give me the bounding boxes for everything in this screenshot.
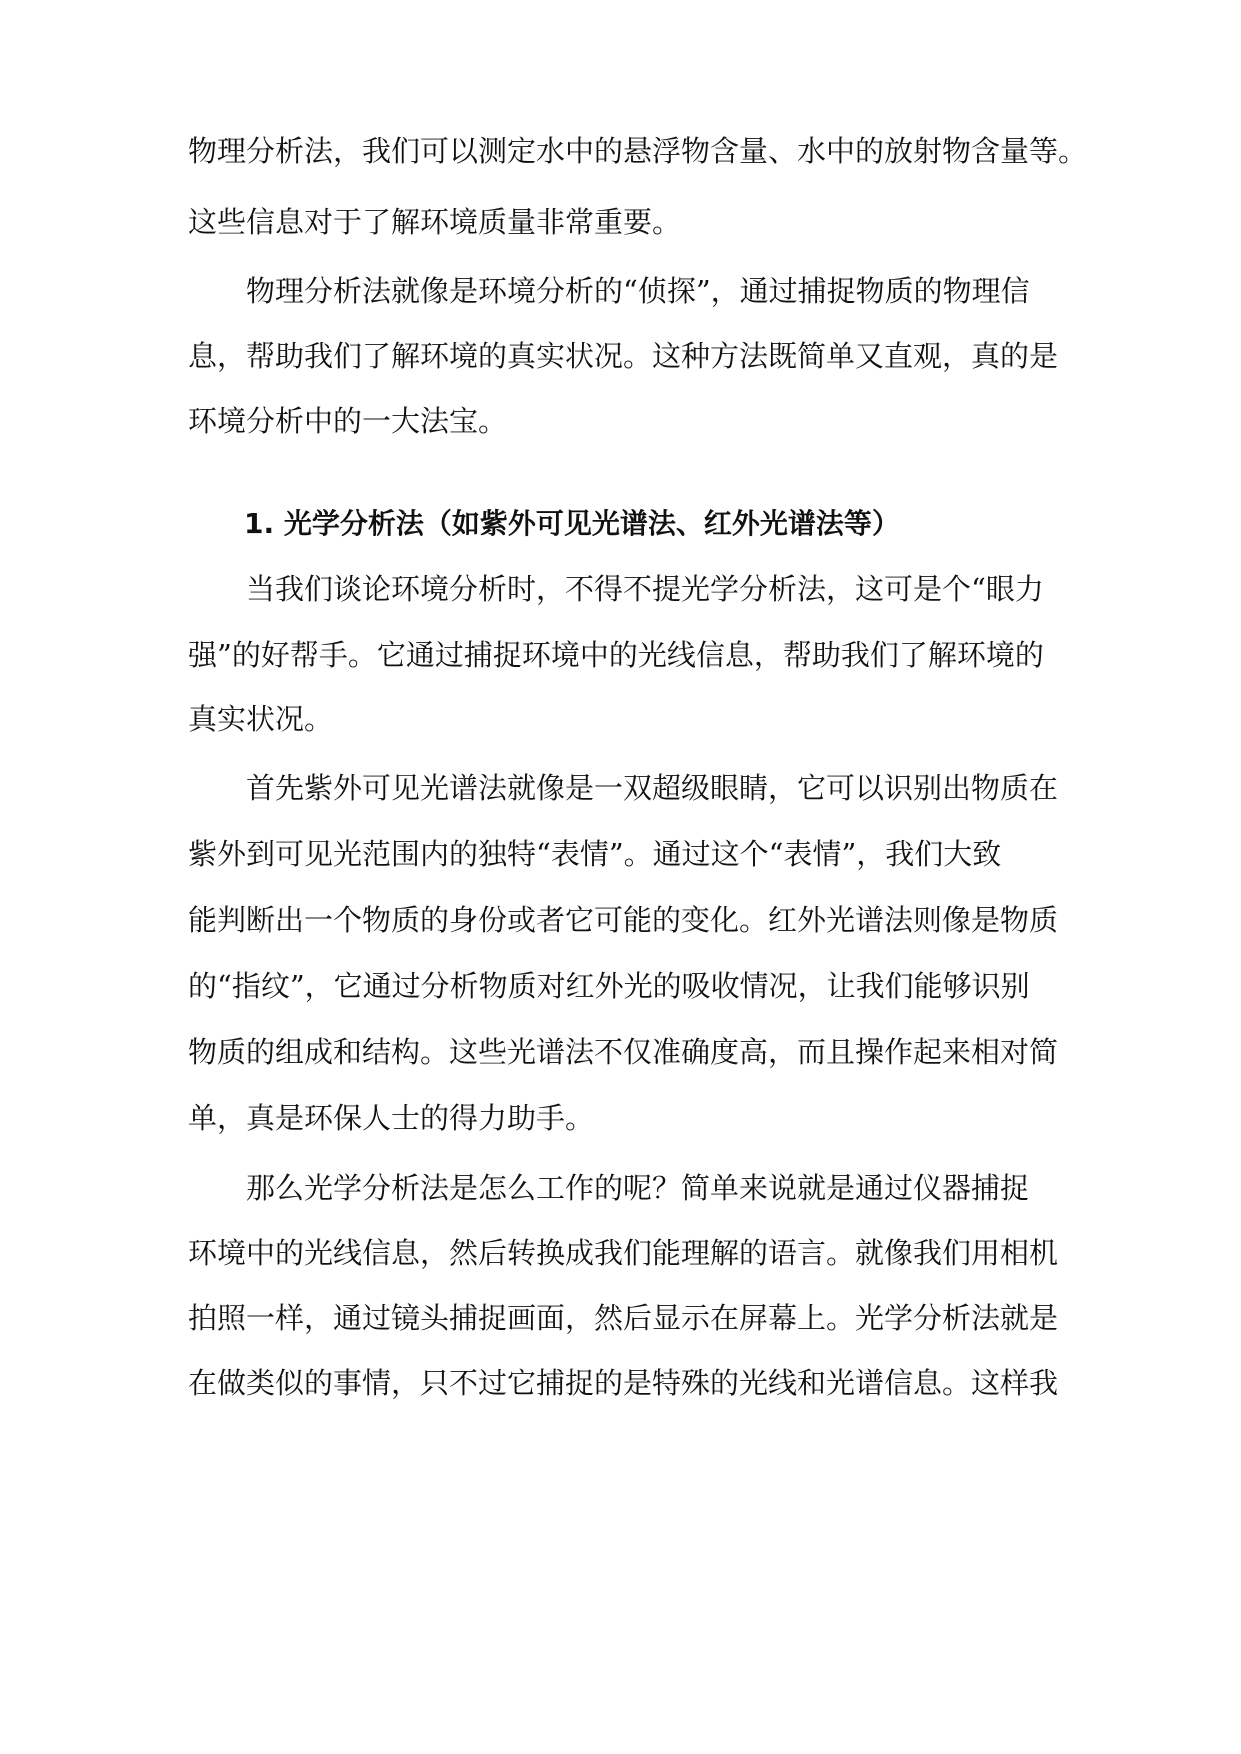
- text-line: 息，帮助我们了解环境的真实状况。这种方法既简单又直观，真的是: [188, 339, 1059, 373]
- text-line: 单，真是环保人士的得力助手。: [188, 1101, 595, 1135]
- text-line: 环境分析中的一大法宝。: [188, 404, 508, 438]
- text-line: 能判断出一个物质的身份或者它可能的变化。红外光谱法则像是物质: [188, 903, 1059, 937]
- paragraph-first-line: 当我们谈论环境分析时，不得不提光学分析法，这可是个“眼力: [246, 572, 1044, 606]
- paragraph-first-line: 首先紫外可见光谱法就像是一双超级眼睛，它可以识别出物质在: [246, 771, 1059, 805]
- text-line: 在做类似的事情，只不过它捕捉的是特殊的光线和光谱信息。这样我: [188, 1366, 1059, 1400]
- text-line: 紫外到可见光范围内的独特“表情”。通过这个“表情”，我们大致: [188, 837, 1002, 871]
- text-line: 物理分析法，我们可以测定水中的悬浮物含量、水中的放射物含量等。: [188, 134, 1088, 168]
- paragraph-first-line: 那么光学分析法是怎么工作的呢？简单来说就是通过仪器捕捉: [246, 1171, 1030, 1205]
- section-heading: 1. 光学分析法（如紫外可见光谱法、红外光谱法等）: [244, 507, 900, 540]
- text-line: 拍照一样，通过镜头捕捉画面，然后显示在屏幕上。光学分析法就是: [188, 1301, 1059, 1335]
- text-line: 这些信息对于了解环境质量非常重要。: [188, 205, 682, 239]
- paragraph-first-line: 物理分析法就像是环境分析的“侦探”，通过捕捉物质的物理信: [246, 274, 1030, 308]
- text-line: 真实状况。: [188, 702, 334, 736]
- text-line: 物质的组成和结构。这些光谱法不仅准确度高，而且操作起来相对简: [188, 1035, 1059, 1069]
- text-line: 环境中的光线信息，然后转换成我们能理解的语言。就像我们用相机: [188, 1236, 1059, 1270]
- text-line: 强”的好帮手。它通过捕捉环境中的光线信息，帮助我们了解环境的: [188, 638, 1044, 672]
- text-line: 的“指纹”，它通过分析物质对红外光的吸收情况，让我们能够识别: [188, 969, 1030, 1003]
